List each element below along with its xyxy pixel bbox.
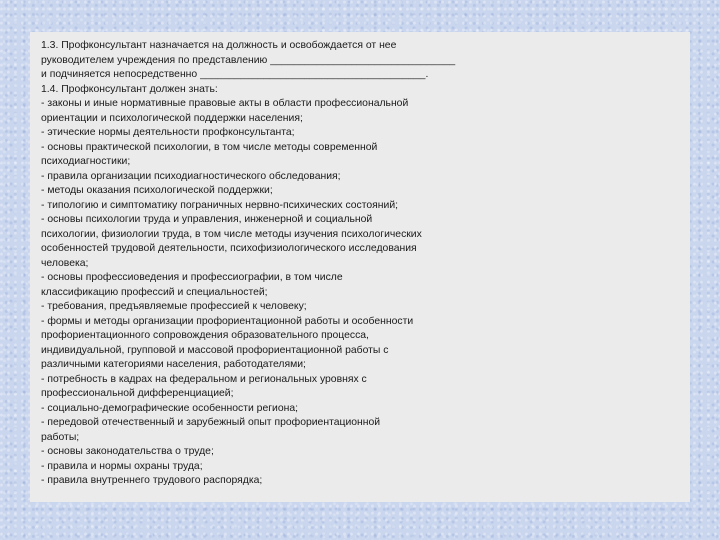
text-line: - основы профессиоведения и профессиографии, в том числе — [41, 272, 343, 283]
text-line: ориентации и психологической поддержки населения; — [41, 112, 303, 124]
text-line: - передовой отечественный и зарубежный опыт профориентационной — [41, 417, 381, 428]
text-line: различными категориями населения, работодателями; — [41, 359, 306, 370]
text-line: - типологию и симптоматику пограничных нервно-психических состояний; — [41, 199, 399, 211]
text-line: психодиагностики; — [41, 156, 131, 167]
text-line: особенностей трудовой деятельности, психофизиологического исследования — [41, 243, 417, 254]
text-line: 1.4. Профконсультант должен знать: — [41, 83, 218, 95]
text-line: - правила внутреннего трудового распорядка; — [41, 475, 263, 486]
text-line: - правила и нормы охраны труда; — [41, 460, 203, 472]
text-line: - правила организации психодиагностического обследования; — [41, 170, 341, 182]
text-line: - основы законодательства о труде; — [41, 446, 214, 457]
text-line: - этические нормы деятельности профконсультанта; — [41, 127, 295, 138]
text-line: - формы и методы организации профориентационной работы и особенности — [41, 315, 414, 327]
text-line: и подчиняется непосредственно _______________________________________. — [41, 69, 429, 80]
text-line: - основы психологии труда и управления, инженерной и социальной — [41, 214, 373, 225]
text-line: - методы оказания психологической поддержки; — [41, 185, 273, 196]
text-line: - требования, предъявляемые профессией к человеку; — [41, 301, 307, 312]
text-line: профориентационного сопровождения образовательного процесса, — [41, 330, 369, 341]
text-line: 1.3. Профконсультант назначается на должность и освобождается от нее — [41, 40, 397, 51]
text-line: классификацию профессий и специальностей; — [41, 286, 268, 298]
text-line: работы; — [41, 431, 80, 443]
text-panel — [30, 32, 690, 502]
text-line: - законы и иные нормативные правовые акты в области профессиональной — [41, 98, 409, 109]
text-line: - социально-демографические особенности региона; — [41, 402, 299, 414]
text-line: профессиональной дифференциацией; — [41, 388, 234, 399]
text-line: - потребность в кадрах на федеральном и региональных уровнях с — [41, 373, 367, 385]
text-line: - основы практической психологии, в том числе методы современной — [41, 141, 378, 153]
text-line: человека; — [41, 257, 89, 269]
text-line: индивидуальной, групповой и массовой профориентационной работы с — [41, 344, 389, 356]
text-line: руководителем учреждения по представлению ________________________________ — [41, 54, 456, 66]
text-line: психологии, физиологии труда, в том числе методы изучения психологических — [41, 228, 422, 240]
